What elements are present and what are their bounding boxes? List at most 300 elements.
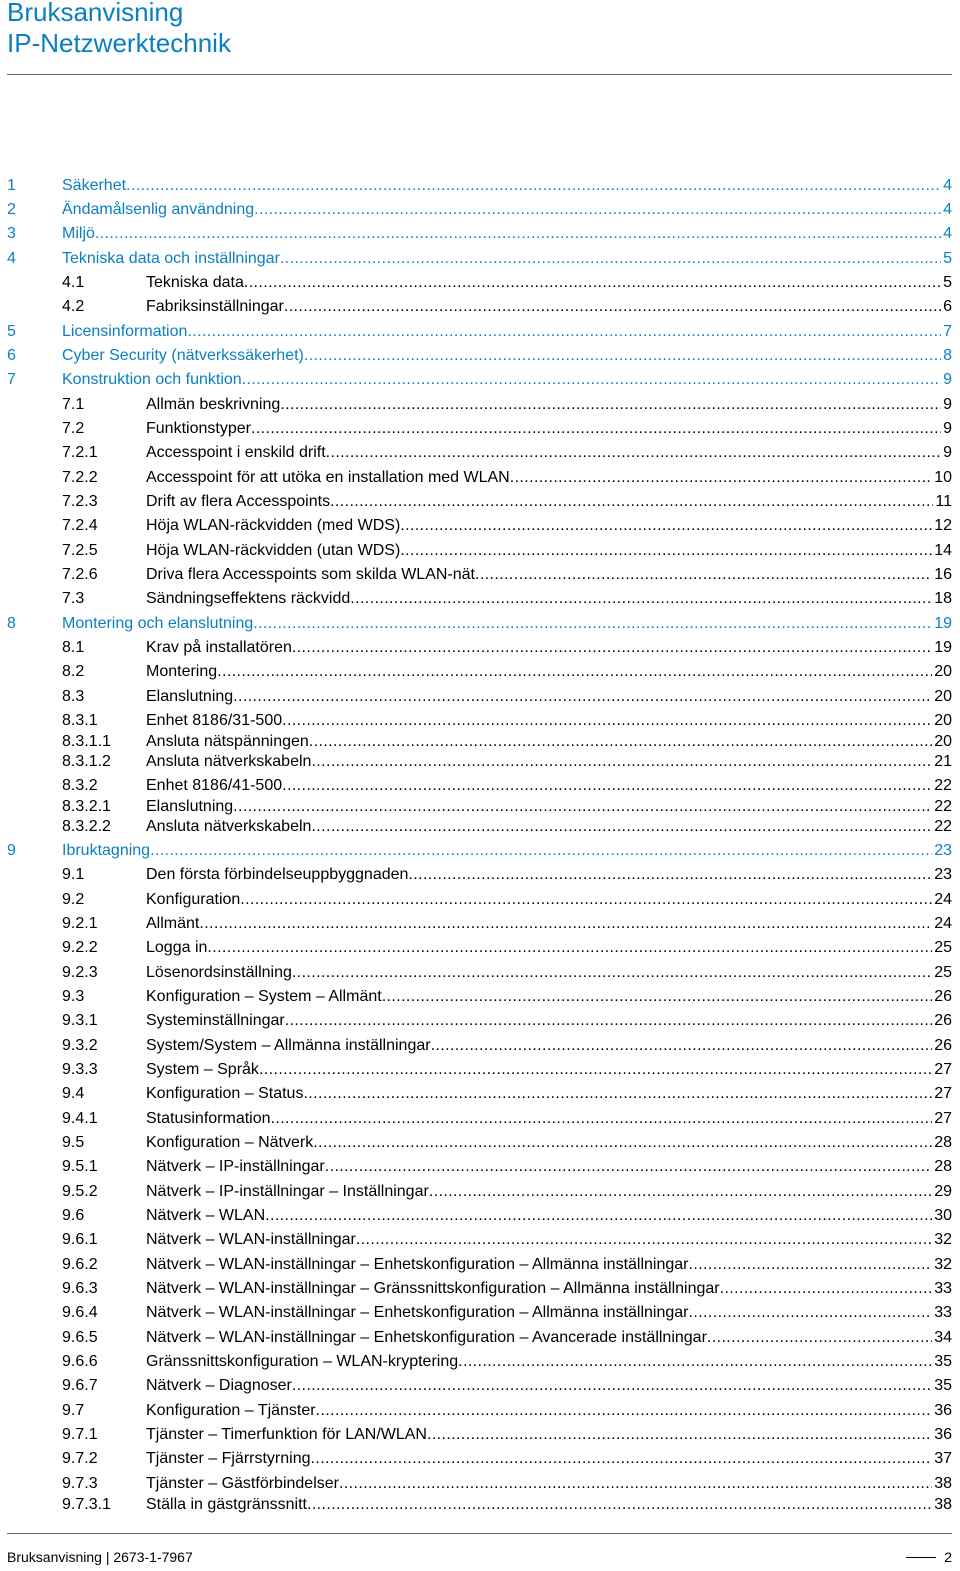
toc-dot-leader <box>292 638 932 658</box>
toc-dot-leader <box>707 1328 932 1348</box>
toc-entry[interactable] <box>0 1401 960 1421</box>
toc-entry[interactable] <box>0 711 960 731</box>
toc-entry-number: 9.3.3 <box>62 1061 98 1078</box>
toc-entry[interactable] <box>0 443 960 463</box>
toc-entry-body <box>146 1279 952 1299</box>
toc-entry-page: 27 <box>934 1061 952 1078</box>
toc-entry[interactable] <box>0 1352 960 1372</box>
toc-entry-number: 3 <box>7 225 16 242</box>
toc-entry-page: 24 <box>934 915 952 932</box>
toc-entry[interactable] <box>0 346 960 366</box>
toc-entry-number: 8.3 <box>62 688 85 705</box>
toc-dot-leader <box>689 1303 933 1323</box>
toc-entry-body <box>62 614 952 634</box>
toc-entry-label: Fabriksinställningar <box>146 298 284 315</box>
toc-dot-leader <box>251 419 941 439</box>
toc-dot-leader <box>325 1157 932 1177</box>
toc-entry[interactable] <box>0 1474 960 1494</box>
toc-entry[interactable] <box>0 468 960 488</box>
toc-entry-body <box>62 224 952 244</box>
toc-entry[interactable] <box>0 1376 960 1396</box>
toc-entry[interactable] <box>0 273 960 293</box>
toc-entry-number: 7 <box>7 371 16 388</box>
toc-entry[interactable] <box>0 1230 960 1250</box>
toc-entry-page: 25 <box>934 964 952 981</box>
toc-entry-page: 8 <box>943 347 952 364</box>
toc-entry-body <box>62 841 952 861</box>
toc-entry[interactable] <box>0 938 960 958</box>
toc-entry-body <box>146 797 952 817</box>
toc-dot-leader <box>510 468 932 488</box>
toc-entry-label: Nätverk – IP-inställningar – Inställningar <box>146 1183 429 1200</box>
toc-entry-number: 7.3 <box>62 590 85 607</box>
footer-document-id: Bruksanvisning | 2673-1-7967 <box>7 1549 193 1565</box>
toc-entry-label: Montering <box>146 663 218 680</box>
toc-entry-number: 9 <box>7 842 16 859</box>
toc-entry-label: Höja WLAN-räckvidden (utan WDS) <box>146 542 401 559</box>
toc-entry-label: Ansluta nätverkskabeln <box>146 818 312 835</box>
toc-entry[interactable] <box>0 614 960 634</box>
toc-dot-leader <box>253 614 932 634</box>
toc-dot-leader <box>265 1206 932 1226</box>
toc-entry-number: 9.5.1 <box>62 1158 98 1175</box>
toc-dot-leader <box>429 1182 932 1202</box>
toc-entry-label: Höja WLAN-räckvidden (med WDS) <box>146 517 401 534</box>
toc-entry[interactable] <box>0 638 960 658</box>
toc-entry-page: 4 <box>943 177 952 194</box>
toc-entry-number: 7.2.5 <box>62 542 98 559</box>
toc-entry-body <box>62 322 952 342</box>
toc-entry-number: 7.2.4 <box>62 517 98 534</box>
footer-dash <box>906 1557 936 1558</box>
toc-entry-page: 35 <box>934 1353 952 1370</box>
toc-entry-number: 9.3 <box>62 988 85 1005</box>
toc-entry[interactable] <box>0 1255 960 1275</box>
toc-entry[interactable] <box>0 370 960 390</box>
toc-entry-page: 27 <box>934 1110 952 1127</box>
toc-entry-number: 6 <box>7 347 16 364</box>
toc-entry-label: Säkerhet <box>62 177 127 194</box>
toc-entry-label: Nätverk – WLAN-inställningar – Enhetskonfiguration – Allmänna inställningar <box>146 1256 689 1273</box>
toc-entry-page: 26 <box>934 988 952 1005</box>
toc-entry-label: Konstruktion och funktion <box>62 371 242 388</box>
toc-entry-number: 7.1 <box>62 396 85 413</box>
toc-entry[interactable] <box>0 687 960 707</box>
toc-entry-label: Ställa in gästgränssnitt <box>146 1496 307 1513</box>
toc-entry-number: 5 <box>7 323 16 340</box>
toc-entry-number: 9.5.2 <box>62 1183 98 1200</box>
toc-entry-number: 9.6.6 <box>62 1353 98 1370</box>
toc-entry-page: 10 <box>934 469 952 486</box>
toc-entry[interactable] <box>0 516 960 536</box>
toc-entry-page: 29 <box>934 1183 952 1200</box>
toc-entry-page: 5 <box>943 274 952 291</box>
toc-entry-page: 28 <box>934 1158 952 1175</box>
toc-entry-page: 32 <box>934 1231 952 1248</box>
toc-entry-label: Den första förbindelseuppbyggnaden <box>146 866 409 883</box>
toc-entry-page: 27 <box>934 1085 952 1102</box>
toc-entry[interactable] <box>0 249 960 269</box>
toc-entry[interactable] <box>0 776 960 796</box>
toc-entry[interactable] <box>0 732 960 752</box>
toc-entry[interactable] <box>0 1495 960 1515</box>
toc-entry-page: 18 <box>934 590 952 607</box>
toc-dot-leader <box>311 1449 933 1469</box>
toc-entry-body <box>146 1230 952 1250</box>
toc-entry-body <box>146 443 952 463</box>
toc-entry-number: 9.7.1 <box>62 1426 98 1443</box>
toc-entry-label: System/System – Allmänna inställningar <box>146 1037 431 1054</box>
toc-entry-page: 14 <box>934 542 952 559</box>
toc-entry-page: 26 <box>934 1037 952 1054</box>
toc-entry-number: 8.3.1.1 <box>62 733 111 750</box>
toc-entry-body <box>146 1474 952 1494</box>
toc-entry[interactable] <box>0 1109 960 1129</box>
toc-entry[interactable] <box>0 1328 960 1348</box>
toc-dot-leader <box>240 890 932 910</box>
toc-entry-page: 34 <box>934 1329 952 1346</box>
toc-entry-page: 24 <box>934 891 952 908</box>
toc-entry-number: 9.5 <box>62 1134 85 1151</box>
toc-entry-page: 36 <box>934 1402 952 1419</box>
toc-entry-number: 9.7.3.1 <box>62 1496 111 1513</box>
toc-entry-label: Elanslutning <box>146 798 234 815</box>
toc-entry-page: 38 <box>934 1496 952 1513</box>
toc-entry-body <box>146 273 952 293</box>
toc-dot-leader <box>304 346 941 366</box>
toc-entry-label: Nätverk – WLAN <box>146 1207 266 1224</box>
toc-entry-body <box>146 1376 952 1396</box>
toc-entry-number: 7.2 <box>62 420 85 437</box>
toc-entry[interactable] <box>0 797 960 817</box>
toc-entry[interactable] <box>0 1157 960 1177</box>
toc-entry-number: 4 <box>7 250 16 267</box>
toc-dot-leader <box>458 1352 932 1372</box>
toc-entry-page: 4 <box>943 225 952 242</box>
toc-entry-body <box>146 419 952 439</box>
toc-entry-body <box>146 492 952 512</box>
toc-entry-number: 9.6 <box>62 1207 85 1224</box>
toc-entry-body <box>146 1182 952 1202</box>
toc-dot-leader <box>309 732 932 752</box>
toc-entry-body <box>146 732 952 752</box>
toc-entry-label: Enhet 8186/31-500 <box>146 712 283 729</box>
toc-dot-leader <box>207 938 932 958</box>
toc-entry-label: Nätverk – WLAN-inställningar <box>146 1231 356 1248</box>
toc-entry-page: 19 <box>934 615 952 632</box>
toc-entry-label: Drift av flera Accesspoints <box>146 493 331 510</box>
toc-dot-leader <box>282 776 932 796</box>
toc-entry-number: 9.1 <box>62 866 85 883</box>
toc-entry-page: 33 <box>934 1280 952 1297</box>
toc-entry-label: Funktionstyper <box>146 420 251 437</box>
toc-dot-leader <box>150 841 932 861</box>
toc-entry-body <box>146 752 952 772</box>
toc-entry-label: Enhet 8186/41-500 <box>146 777 283 794</box>
toc-entry-label: Nätverk – WLAN-inställningar – Gränssnittskonfiguration – Allmänna inställningar <box>146 1280 720 1297</box>
toc-entry-page: 22 <box>934 818 952 835</box>
toc-entry-number: 9.2.1 <box>62 915 98 932</box>
toc-entry-number: 9.6.1 <box>62 1231 98 1248</box>
toc-entry-body <box>146 1084 952 1104</box>
toc-dot-leader <box>326 443 941 463</box>
toc-entry-body <box>146 1157 952 1177</box>
toc-dot-leader <box>382 987 933 1007</box>
toc-entry-body <box>146 1425 952 1445</box>
toc-entry-number: 8 <box>7 615 16 632</box>
toc-dot-leader <box>187 322 941 342</box>
toc-entry[interactable] <box>0 987 960 1007</box>
toc-entry-number: 4.2 <box>62 298 85 315</box>
toc-entry[interactable] <box>0 1425 960 1445</box>
toc-entry[interactable] <box>0 419 960 439</box>
toc-dot-leader <box>313 1133 932 1153</box>
toc-entry-page: 28 <box>934 1134 952 1151</box>
toc-dot-leader <box>254 200 941 220</box>
toc-entry[interactable] <box>0 541 960 561</box>
toc-dot-leader <box>316 1401 933 1421</box>
toc-entry[interactable] <box>0 322 960 342</box>
toc-dot-leader <box>408 865 932 885</box>
toc-entry[interactable] <box>0 963 960 983</box>
toc-entry-body <box>146 589 952 609</box>
toc-entry[interactable] <box>0 914 960 934</box>
toc-entry-label: Ibruktagning <box>62 842 151 859</box>
toc-entry-body <box>146 1255 952 1275</box>
toc-entry-page: 36 <box>934 1426 952 1443</box>
toc-entry-label: Cyber Security (nätverkssäkerhet) <box>62 347 304 364</box>
toc-entry[interactable] <box>0 1084 960 1104</box>
toc-entry-number: 9.6.5 <box>62 1329 98 1346</box>
toc-entry-label: Tekniska data och inställningar <box>62 250 280 267</box>
toc-entry-body <box>146 468 952 488</box>
toc-entry-page: 32 <box>934 1256 952 1273</box>
toc-entry-page: 22 <box>934 777 952 794</box>
toc-entry-number: 9.2 <box>62 891 85 908</box>
toc-entry-number: 7.2.6 <box>62 566 98 583</box>
toc-entry-label: Allmänt <box>146 915 200 932</box>
toc-entry[interactable] <box>0 1279 960 1299</box>
toc-entry-label: Konfiguration – Nätverk <box>146 1134 314 1151</box>
toc-entry[interactable] <box>0 1060 960 1080</box>
toc-dot-leader <box>280 395 941 415</box>
toc-entry-body <box>146 963 952 983</box>
toc-entry-body <box>146 541 952 561</box>
toc-entry-number: 9.4 <box>62 1085 85 1102</box>
toc-entry-label: Elanslutning <box>146 688 234 705</box>
toc-dot-leader <box>475 565 932 585</box>
toc-dot-leader <box>311 752 932 772</box>
toc-entry-body <box>146 1036 952 1056</box>
toc-entry-number: 9.6.3 <box>62 1280 98 1297</box>
toc-entry-number: 9.3.1 <box>62 1012 98 1029</box>
toc-entry-label: Tjänster – Fjärrstyrning <box>146 1450 311 1467</box>
toc-entry-body <box>146 1352 952 1372</box>
toc-entry-body <box>146 1206 952 1226</box>
toc-entry[interactable] <box>0 224 960 244</box>
toc-entry-label: Accesspoint i enskild drift <box>146 444 326 461</box>
toc-entry-label: Sändningseffektens räckvidd <box>146 590 351 607</box>
toc-entry-body <box>146 1495 952 1515</box>
toc-entry[interactable] <box>0 817 960 837</box>
toc-entry-body <box>62 346 952 366</box>
toc-entry-body <box>146 395 952 415</box>
toc-entry-number: 8.3.1 <box>62 712 98 729</box>
toc-entry-label: Krav på installatören <box>146 639 292 656</box>
toc-entry-number: 8.3.1.2 <box>62 753 111 770</box>
footer-divider <box>7 1533 952 1534</box>
toc-entry-label: Ansluta nätspänningen <box>146 733 309 750</box>
toc-dot-leader <box>689 1255 933 1275</box>
toc-dot-leader <box>427 1425 932 1445</box>
toc-entry-body <box>146 297 952 317</box>
toc-entry[interactable] <box>0 176 960 196</box>
toc-entry-body <box>146 1401 952 1421</box>
toc-entry[interactable] <box>0 395 960 415</box>
toc-entry-label: Konfiguration – Tjänster <box>146 1402 316 1419</box>
toc-entry-number: 9.7.3 <box>62 1475 98 1492</box>
toc-entry-body <box>62 370 952 390</box>
toc-dot-leader <box>292 1376 932 1396</box>
toc-entry-page: 30 <box>934 1207 952 1224</box>
toc-entry-number: 9.6.2 <box>62 1256 98 1273</box>
toc-entry-body <box>146 890 952 910</box>
footer-page-value: 2 <box>944 1549 952 1565</box>
toc-entry-label: Konfiguration <box>146 891 241 908</box>
toc-dot-leader <box>233 687 932 707</box>
toc-entry[interactable] <box>0 565 960 585</box>
toc-dot-leader <box>400 516 932 536</box>
toc-dot-leader <box>217 662 932 682</box>
toc-entry-body <box>146 1060 952 1080</box>
toc-entry-page: 20 <box>934 688 952 705</box>
toc-entry-number: 9.7.2 <box>62 1450 98 1467</box>
toc-entry[interactable] <box>0 1133 960 1153</box>
toc-entry-body <box>146 711 952 731</box>
toc-entry-body <box>146 638 952 658</box>
toc-entry-label: Ansluta nätverkskabeln <box>146 753 312 770</box>
toc-entry-label: Lösenordsinställning <box>146 964 292 981</box>
toc-entry-page: 16 <box>934 566 952 583</box>
toc-entry-number: 7.2.3 <box>62 493 98 510</box>
footer-page-number <box>906 1549 952 1565</box>
toc-entry[interactable] <box>0 589 960 609</box>
toc-entry-label: Tekniska data <box>146 274 244 291</box>
toc-entry-number: 9.4.1 <box>62 1110 98 1127</box>
toc-dot-leader <box>284 297 941 317</box>
toc-entry-body <box>146 1109 952 1129</box>
toc-entry-number: 8.3.2 <box>62 777 98 794</box>
toc-entry-page: 33 <box>934 1304 952 1321</box>
toc-entry-label: Nätverk – IP-inställningar <box>146 1158 325 1175</box>
toc-entry-body <box>146 987 952 1007</box>
toc-entry[interactable] <box>0 200 960 220</box>
toc-dot-leader <box>285 1011 932 1031</box>
toc-entry-page: 22 <box>934 798 952 815</box>
toc-entry-page: 6 <box>943 298 952 315</box>
toc-dot-leader <box>95 224 941 244</box>
toc-entry-page: 20 <box>934 663 952 680</box>
toc-entry-number: 8.2 <box>62 663 85 680</box>
toc-entry-number: 9.2.2 <box>62 939 98 956</box>
toc-entry[interactable] <box>0 752 960 772</box>
toc-entry-label: Accesspoint för att utöka en installation med WLAN <box>146 469 510 486</box>
toc-entry-body <box>146 565 952 585</box>
toc-dot-leader <box>350 589 932 609</box>
toc-dot-leader <box>199 914 932 934</box>
toc-entry[interactable] <box>0 1206 960 1226</box>
toc-dot-leader <box>339 1474 932 1494</box>
toc-entry-label: Miljö <box>62 225 95 242</box>
toc-entry-body <box>62 176 952 196</box>
toc-entry-label: Montering och elanslutning <box>62 615 254 632</box>
toc-entry-body <box>146 776 952 796</box>
toc-entry-page: 21 <box>934 753 952 770</box>
toc-entry-body <box>62 249 952 269</box>
toc-entry-page: 7 <box>943 323 952 340</box>
toc-entry-number: 8.3.2.2 <box>62 818 111 835</box>
toc-entry-body <box>146 516 952 536</box>
toc-entry[interactable] <box>0 1182 960 1202</box>
toc-dot-leader <box>244 273 941 293</box>
toc-entry-page: 20 <box>934 712 952 729</box>
toc-entry[interactable] <box>0 492 960 512</box>
toc-entry-label: Konfiguration – System – Allmänt <box>146 988 382 1005</box>
toc-entry[interactable] <box>0 890 960 910</box>
toc-entry-body <box>146 1449 952 1469</box>
toc-entry[interactable] <box>0 662 960 682</box>
toc-entry-page: 9 <box>943 444 952 461</box>
toc-entry[interactable] <box>0 1036 960 1056</box>
toc-entry-label: Tjänster – Gästförbindelser <box>146 1475 339 1492</box>
toc-entry-label: Nätverk – Diagnoser <box>146 1377 292 1394</box>
toc-dot-leader <box>720 1279 933 1299</box>
toc-entry-label: Logga in <box>146 939 208 956</box>
toc-entry-label: Konfiguration – Status <box>146 1085 304 1102</box>
toc-dot-leader <box>242 370 941 390</box>
toc-entry-page: 35 <box>934 1377 952 1394</box>
toc-entry-page: 9 <box>943 396 952 413</box>
toc-entry-number: 2 <box>7 201 16 218</box>
toc-entry[interactable] <box>0 1303 960 1323</box>
toc-dot-leader <box>400 541 932 561</box>
document-subtitle: IP-Netzwerktechnik <box>7 28 231 58</box>
toc-entry-page: 20 <box>934 733 952 750</box>
toc-entry-body <box>146 817 952 837</box>
toc-entry[interactable] <box>0 297 960 317</box>
toc-entry-label: Nätverk – WLAN-inställningar – Enhetskonfiguration – Allmänna inställningar <box>146 1304 689 1321</box>
toc-entry-page: 9 <box>943 420 952 437</box>
toc-entry-number: 7.2.2 <box>62 469 98 486</box>
toc-entry[interactable] <box>0 1011 960 1031</box>
toc-dot-leader <box>356 1230 932 1250</box>
toc-entry-body <box>146 938 952 958</box>
toc-entry-number: 7.2.1 <box>62 444 98 461</box>
toc-entry-page: 12 <box>934 517 952 534</box>
toc-dot-leader <box>259 1060 932 1080</box>
toc-entry[interactable] <box>0 1449 960 1469</box>
toc-entry-body <box>146 914 952 934</box>
toc-dot-leader <box>233 797 932 817</box>
toc-dot-leader <box>282 711 932 731</box>
toc-entry[interactable] <box>0 865 960 885</box>
toc-entry-page: 19 <box>934 639 952 656</box>
toc-entry-number: 9.3.2 <box>62 1037 98 1054</box>
toc-entry-number: 1 <box>7 177 16 194</box>
toc-entry-label: Statusinformation <box>146 1110 271 1127</box>
toc-entry[interactable] <box>0 841 960 861</box>
toc-entry-body <box>146 1303 952 1323</box>
